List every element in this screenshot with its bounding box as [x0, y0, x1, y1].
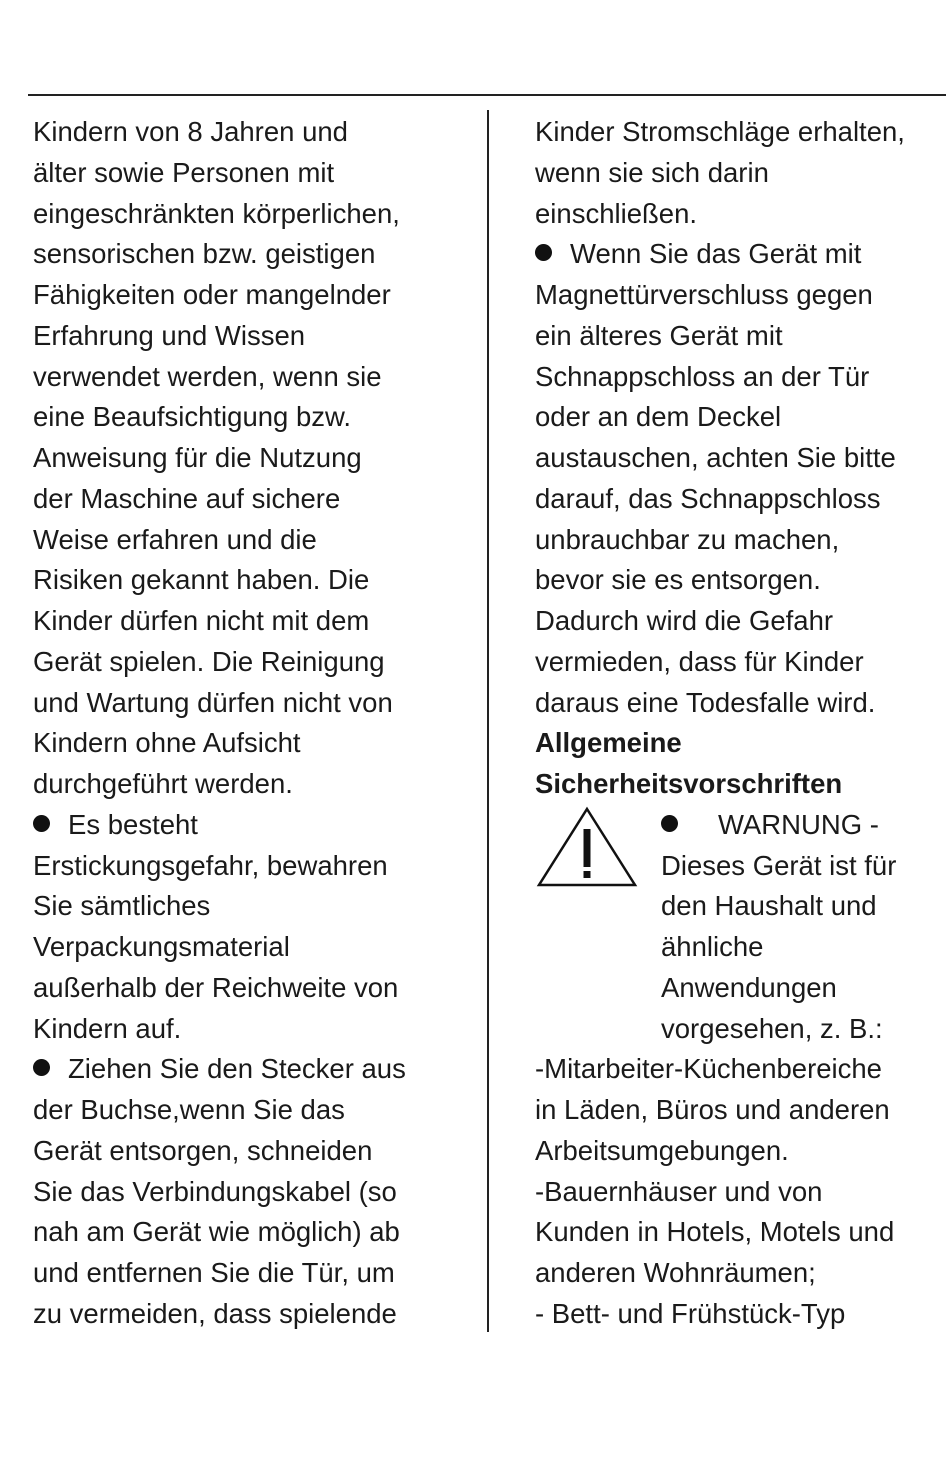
text-line: Kinder Stromschläge erhalten, [535, 116, 905, 147]
bullet-icon [661, 815, 678, 832]
bullet-unplug [33, 1049, 473, 1334]
text-line: Gerät entsorgen, schneiden [33, 1134, 373, 1166]
section-heading [535, 723, 947, 805]
uses-list [535, 1049, 947, 1334]
text-line: der Maschine auf sichere [33, 482, 341, 514]
text-line: bevor sie es entsorgen. [535, 564, 821, 596]
intro-paragraph [33, 112, 473, 805]
warning-text [661, 805, 950, 1050]
text-line: Anwendungen [661, 971, 837, 1003]
header-rule [28, 94, 946, 96]
text-line: und entfernen Sie die Tür, um [33, 1257, 395, 1288]
bullet-icon [535, 244, 552, 261]
text-line: Anweisung für die Nutzung [33, 442, 362, 473]
text-line: -Mitarbeiter-Küchenbereiche [535, 1053, 882, 1085]
text-line: Es besteht [33, 805, 473, 846]
text-line: -Bauernhäuser und von [535, 1175, 823, 1207]
text-line: einschließen. [535, 197, 698, 229]
text-line: Fähigkeiten oder mangelnder [33, 279, 391, 310]
text-line: Kinder dürfen nicht mit dem [33, 605, 370, 636]
text-line: den Haushalt und [661, 890, 877, 922]
text-line: eine Beaufsichtigung bzw. [33, 401, 351, 433]
text-line: - Bett- und Frühstück-Typ [535, 1297, 846, 1329]
text-line: Risiken gekannt haben. Die [33, 564, 370, 596]
text-line: daraus eine Todesfalle wird. [535, 686, 876, 718]
text-line: Schnappschloss an der Tür [535, 360, 870, 392]
text-line: Weise erfahren und die [33, 523, 317, 555]
text-line: zu vermeiden, dass spielende [33, 1297, 397, 1329]
warning-block [535, 805, 947, 1050]
text-line: vermieden, dass für Kinder [535, 645, 864, 677]
text-line: WARNUNG - [661, 805, 950, 846]
text-line: Sie sämtliches [33, 890, 211, 922]
bullet-suffocation [33, 805, 473, 1050]
text-line: Erfahrung und Wissen [33, 319, 306, 351]
text-line: in Läden, Büros und anderen [535, 1094, 890, 1125]
text-line: Kindern von 8 Jahren und [33, 116, 348, 147]
text-line: anderen Wohnräumen; [535, 1257, 816, 1288]
text-line: eingeschränkten körperlichen, [33, 197, 400, 229]
text-line: oder an dem Deckel [535, 401, 782, 433]
right-column [535, 112, 947, 1335]
column-divider [487, 110, 489, 1332]
bullet-lock [535, 234, 947, 723]
text-line: Magnettürverschluss gegen [535, 279, 873, 310]
text-line: vorgesehen, z. B.: [661, 1012, 883, 1044]
text-line: Erstickungsgefahr, bewahren [33, 849, 388, 881]
text-line: ähnliche [661, 931, 764, 962]
text-line: durchgeführt werden. [33, 768, 293, 799]
heading-line: Allgemeine [535, 727, 682, 759]
warning-triangle-icon [535, 805, 639, 889]
text-line: älter sowie Personen mit [33, 156, 335, 188]
text-line: ein älteres Gerät mit [535, 319, 783, 351]
text-line: Kindern ohne Aufsicht [33, 727, 301, 759]
heading-line: Sicherheitsvorschriften [535, 768, 843, 799]
text-line: nah am Gerät wie möglich) ab [33, 1216, 400, 1248]
text-line: außerhalb der Reichweite von [33, 971, 399, 1003]
text-line: Kindern auf. [33, 1012, 182, 1044]
text-line: Dieses Gerät ist für [661, 849, 897, 881]
text-line: sensorischen bzw. geistigen [33, 238, 376, 270]
text-line: wenn sie sich darin [535, 156, 769, 188]
text-line: und Wartung dürfen nicht von [33, 686, 393, 718]
bullet-icon [33, 1059, 50, 1076]
bullet-icon [33, 815, 50, 832]
text-line: Kunden in Hotels, Motels und [535, 1216, 895, 1248]
text-line: Verpackungsmaterial [33, 931, 290, 962]
text-line: austauschen, achten Sie bitte [535, 442, 896, 473]
left-column [33, 112, 473, 1335]
text-line: unbrauchbar zu machen, [535, 523, 840, 555]
text-line: verwendet werden, wenn sie [33, 360, 382, 392]
continuation-paragraph [535, 112, 947, 234]
text-line: Gerät spielen. Die Reinigung [33, 645, 385, 677]
text-line: Dadurch wird die Gefahr [535, 605, 834, 636]
text-line: Sie das Verbindungskabel (so [33, 1175, 397, 1207]
text-line: Wenn Sie das Gerät mit [535, 234, 947, 275]
text-line: der Buchse,wenn Sie das [33, 1094, 345, 1125]
text-line: Arbeitsumgebungen. [535, 1134, 789, 1166]
text-line: Ziehen Sie den Stecker aus [33, 1049, 473, 1090]
text-line: darauf, das Schnappschloss [535, 482, 881, 514]
